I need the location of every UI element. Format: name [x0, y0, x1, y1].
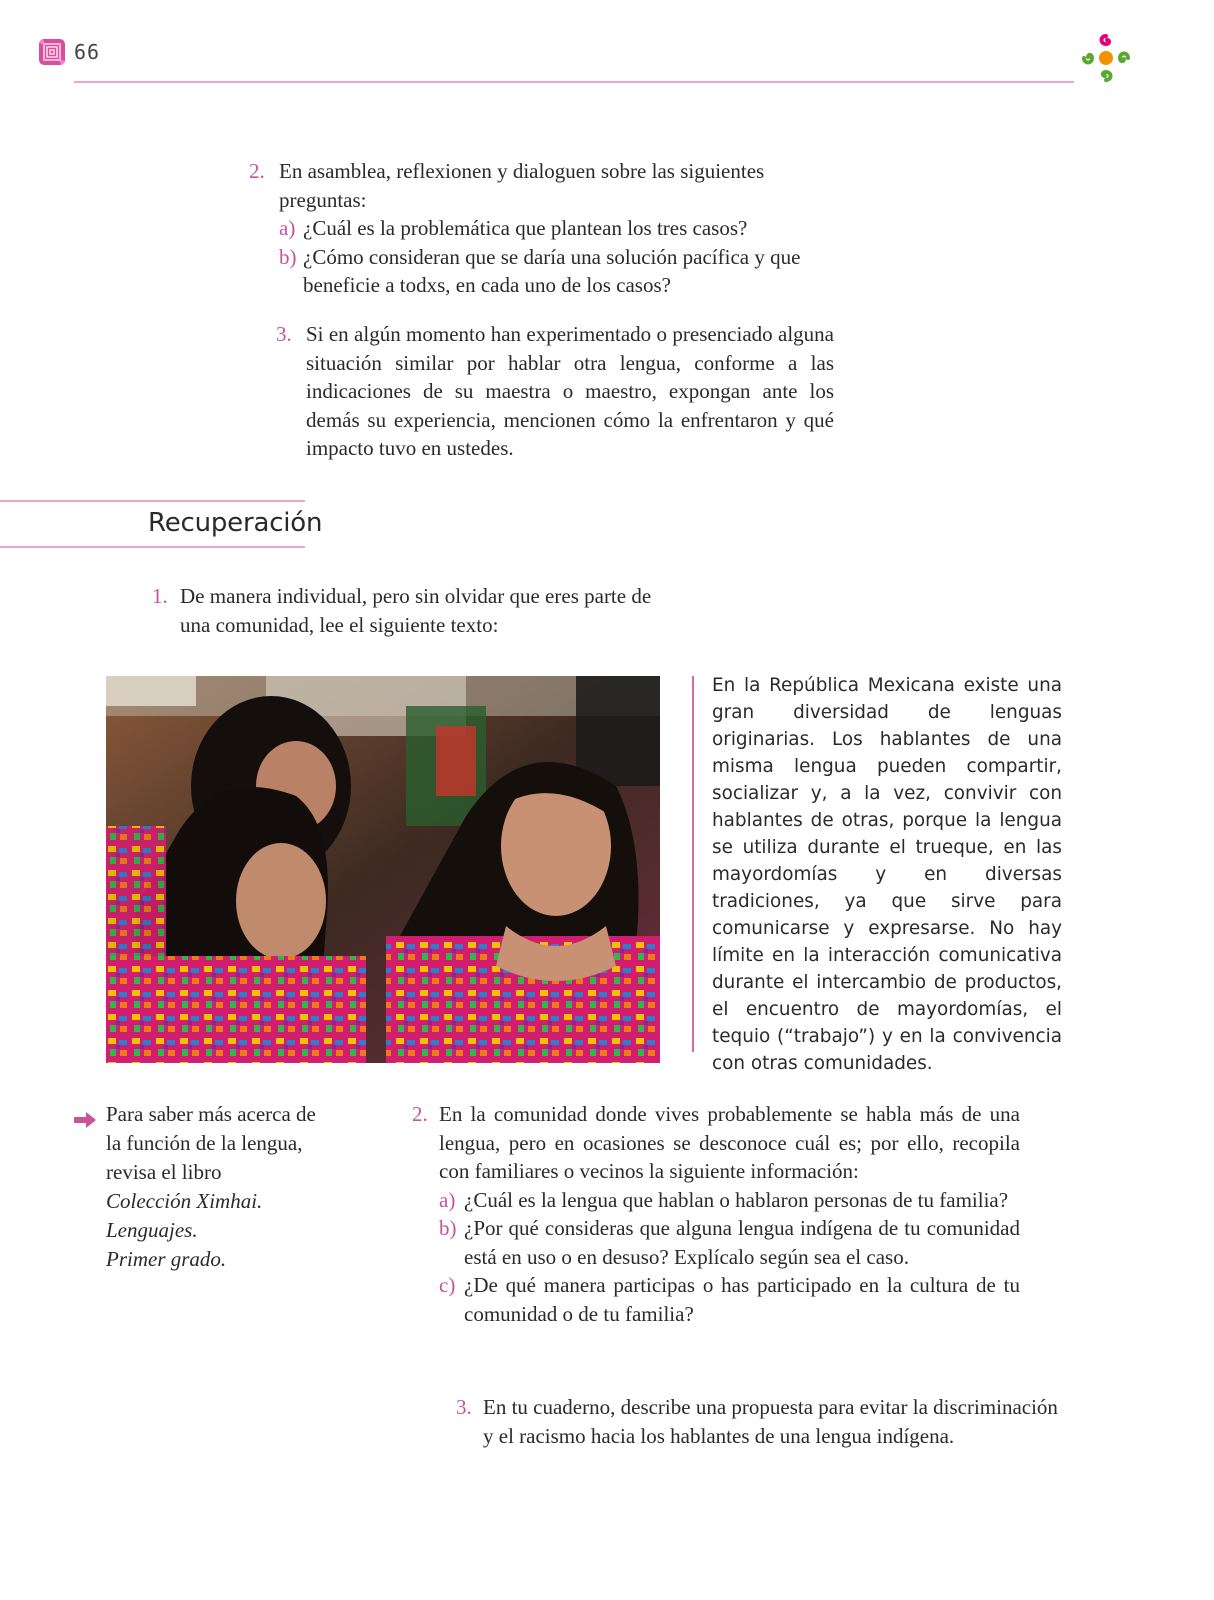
book-title-line2: Lenguajes. — [106, 1218, 198, 1242]
reading-text: En la República Mexicana existe una gran diversidad de lenguas originarias. Los hablantes de una misma lengua pueden compartir, socializar y, a la vez, convivir con hablantes de otras, porque la lengua se utiliza durante el trueque, en las mayordomías y en diversas tradiciones, ya que sirve para comunicarse y expresarse. No hay límite en la interacción comunicativa durante el intercambio de productos, el encuentro de mayordomías, el tequio (“trabajo”) y en la convivencia con otras comunidades. — [712, 675, 1062, 1074]
book-title-line1: Colección Ximhai. — [106, 1189, 263, 1213]
section-title: Recuperación — [148, 508, 323, 538]
side-note-text: Para saber más acerca de la función de la lengua, revisa el libro — [106, 1102, 316, 1184]
side-note — [106, 1100, 336, 1274]
item-text: En la comunidad donde vives probablemente se habla más de una lengua, pero en ocasiones se desconoce cuál es; por ello, recopila con familiares o vecinos la siguiente información: — [439, 1102, 1020, 1183]
header-divider — [74, 81, 1074, 83]
item-text: En asamblea, reflexionen y dialoguen sobre las siguientes preguntas: — [279, 159, 765, 212]
sub-item-text: ¿De qué manera participas o has participado en la cultura de tu comunidad o de tu familia? — [464, 1273, 1020, 1326]
photo-illustration — [106, 676, 660, 1063]
page-ornament-icon — [38, 38, 66, 66]
item-text: En tu cuaderno, describe una propuesta para evitar la discriminación y el racismo hacia los hablantes de una lengua indígena. — [483, 1395, 1058, 1448]
item-number: 2. — [412, 1102, 428, 1126]
sub-item-b — [279, 243, 809, 300]
sub-item-text: ¿Cuál es la lengua que hablan o hablaron personas de tu familia? — [464, 1187, 1009, 1212]
section-rule-top — [0, 500, 305, 502]
sub-item-label: b) — [279, 244, 297, 269]
sub-item-text: ¿Cuál es la problemática que plantean los tres casos? — [303, 216, 748, 240]
item-text: De manera individual, pero sin olvidar que eres parte de una comunidad, lee el siguiente texto: — [180, 584, 652, 637]
recuperacion-item-2 — [412, 1100, 1020, 1328]
item-number: 2. — [249, 159, 265, 183]
sub-item-text: ¿Cómo consideran que se daría una solución pacífica y que beneficie a todxs, en cada uno de los casos? — [303, 244, 801, 297]
sub-item-a — [279, 214, 809, 243]
recuperacion-item-3 — [456, 1393, 1066, 1450]
activity-item-3 — [276, 320, 834, 463]
sub-item-label: a) — [279, 216, 296, 240]
page-number: 66 — [74, 40, 101, 64]
sub-item-label: c) — [439, 1273, 456, 1297]
sub-item-label: b) — [439, 1216, 457, 1240]
item-text: Si en algún momento han experimentado o presenciado alguna situación similar por hablar otra lengua, conforme a las indicaciones de su maestra o maestro, expongan ante los demás su experiencia, mencionen cómo la enfrentaron y qué impacto tuvo en ustedes. — [306, 322, 834, 460]
item-number: 3. — [276, 322, 292, 346]
item-number: 1. — [152, 584, 168, 608]
sub-item-text: ¿Por qué consideras que alguna lengua indígena de tu comunidad está en uso o en desuso? Explícalo según sea el caso. — [464, 1216, 1020, 1269]
sub-item-b — [439, 1214, 1020, 1271]
recuperacion-item-1 — [152, 582, 672, 639]
sub-item-label: a) — [439, 1187, 456, 1212]
series-logo-icon — [1078, 30, 1134, 86]
item-number: 3. — [456, 1395, 472, 1419]
sub-item-c — [439, 1271, 1020, 1328]
photo-indigenous-girls — [106, 676, 660, 1063]
section-rule-bottom — [0, 546, 305, 548]
reading-accent-rule — [692, 676, 694, 1052]
arrow-right-icon — [74, 1112, 96, 1128]
activity-item-2 — [249, 157, 809, 300]
book-title-line3: Primer grado. — [106, 1247, 227, 1271]
sub-item-a — [439, 1186, 1020, 1215]
